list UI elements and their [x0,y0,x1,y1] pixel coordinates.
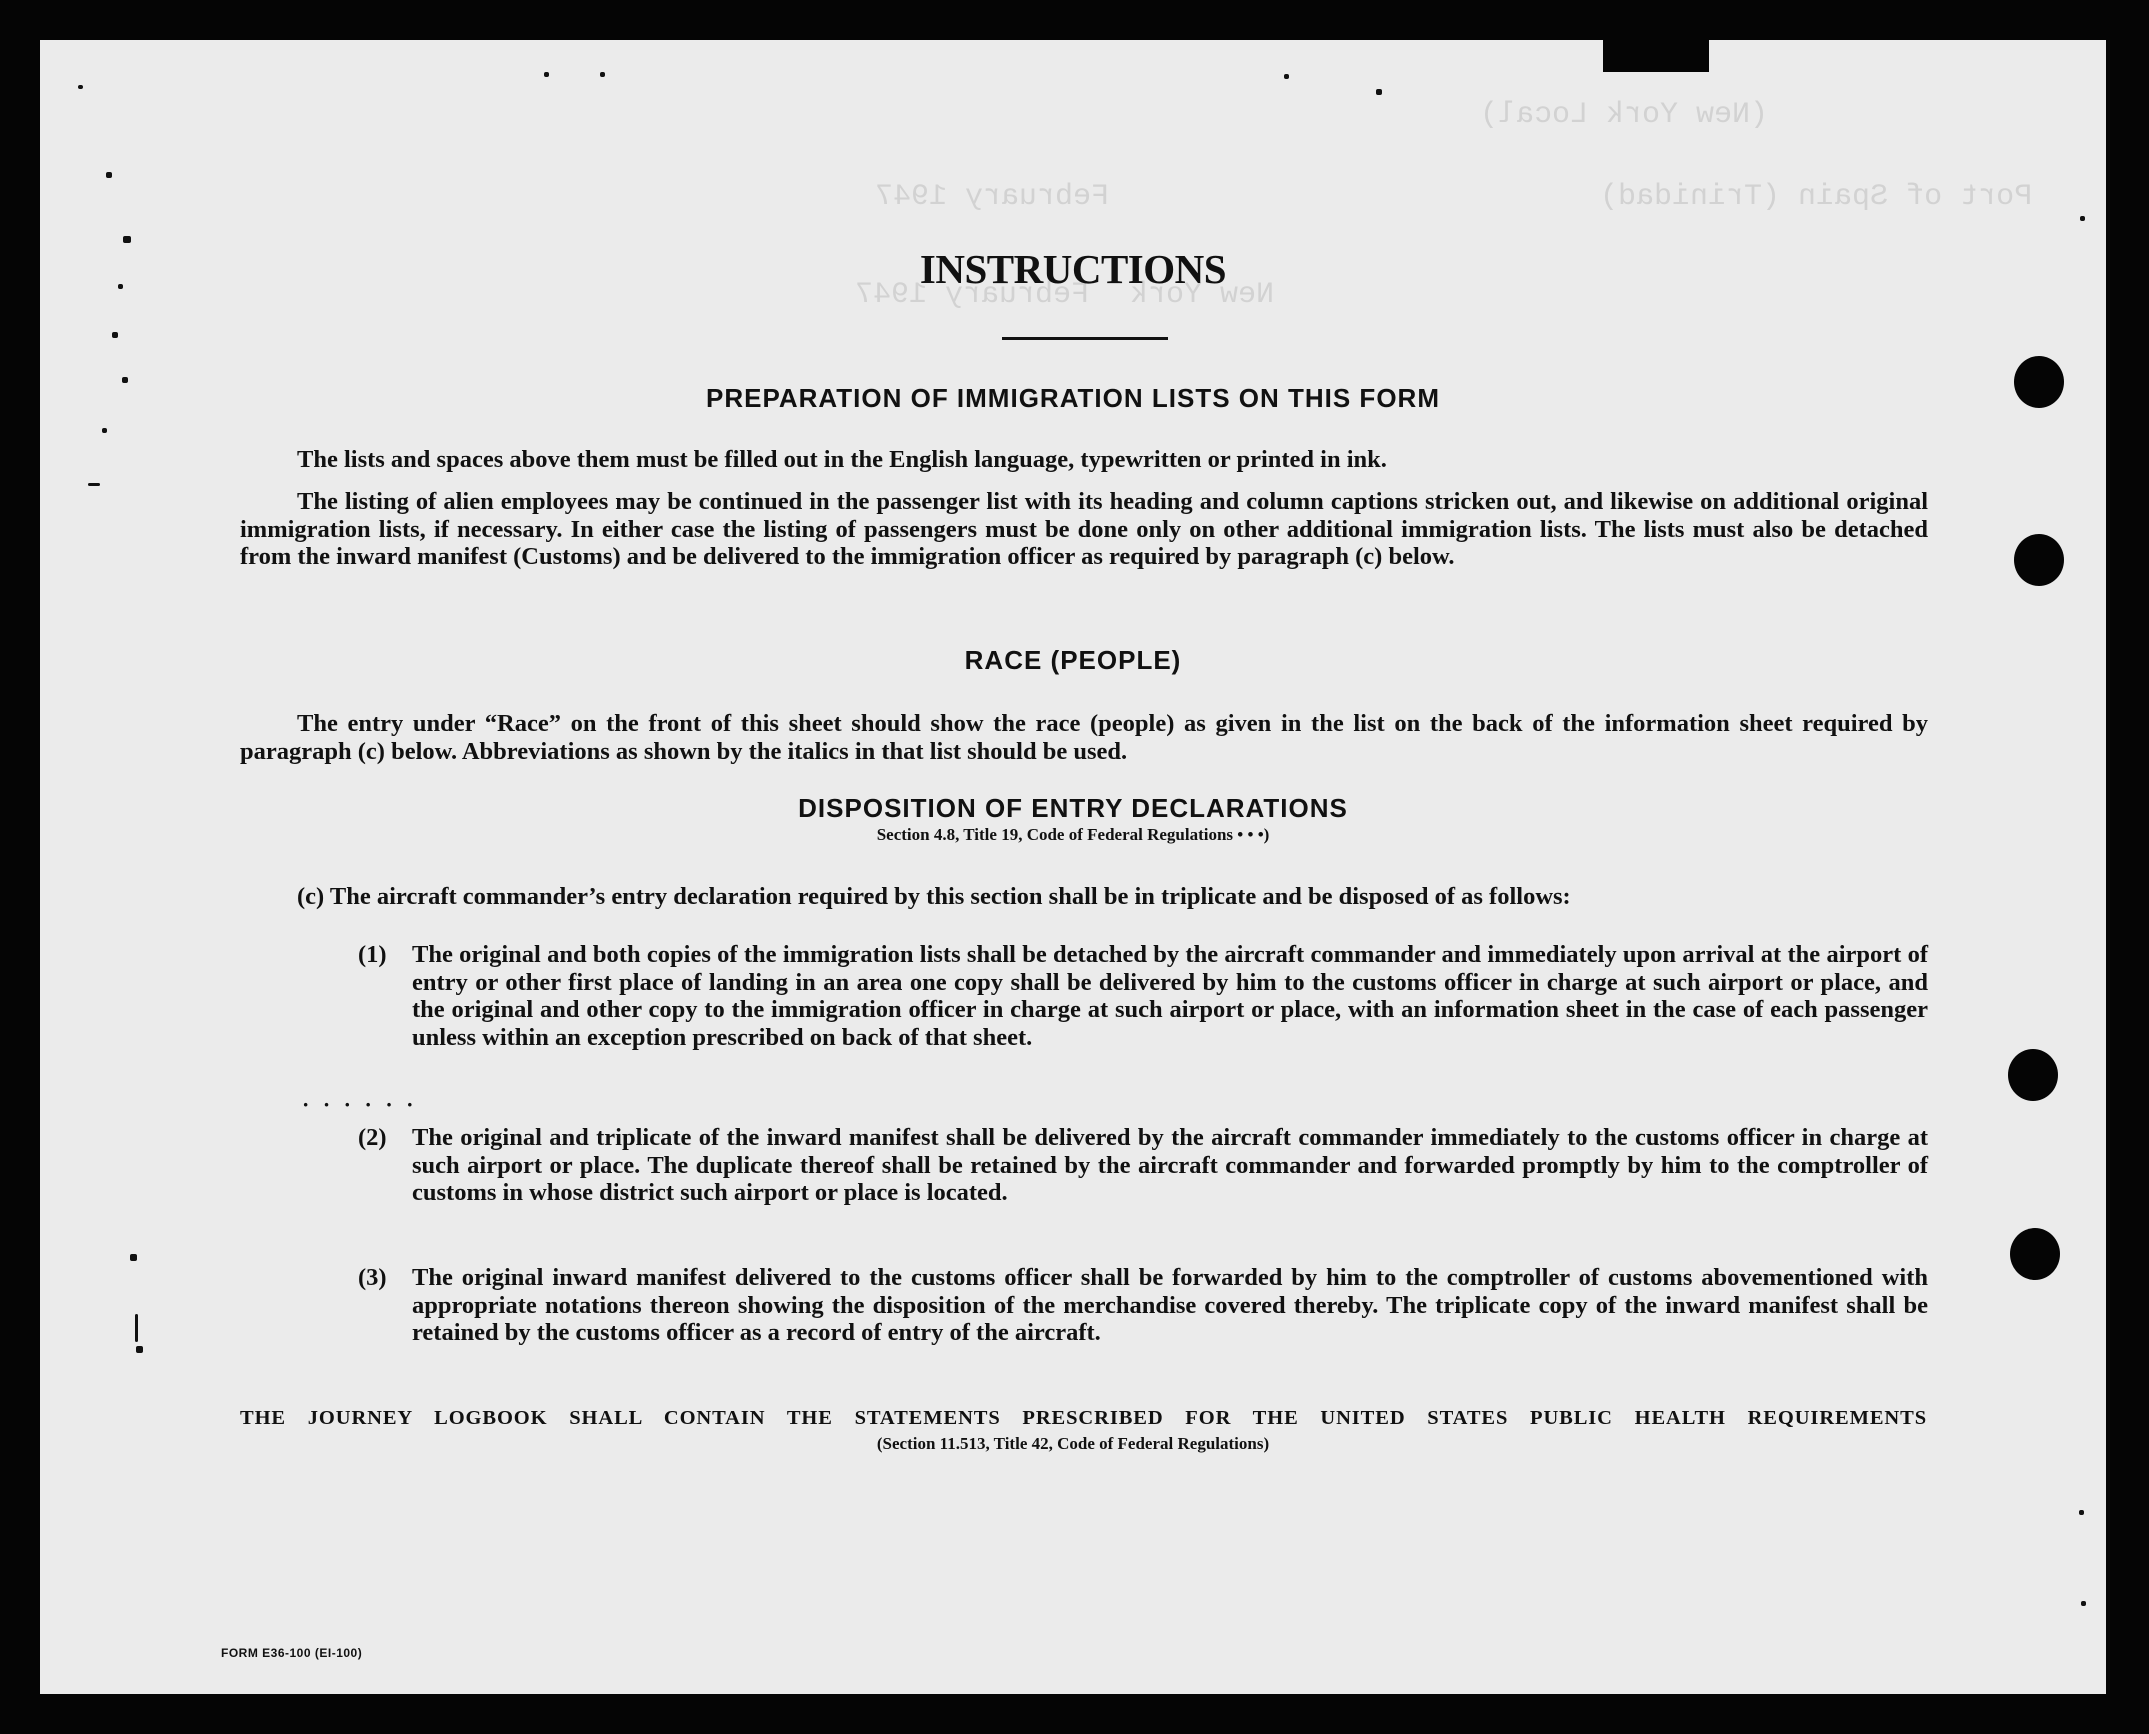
citation-disposition: Section 4.8, Title 19, Code of Federal Regulations • • •) [876,825,1270,844]
paragraph-preparation-1: The lists and spaces above them must be filled out in the English language, typewritten or printed in ink. [297,446,1387,473]
list-item-number: (1) [358,941,387,968]
bleed-through-line: Port of Spain (Trinidad) [1600,180,2033,214]
list-item-text-body: The original and both copies of the immigration lists shall be detached by the aircraft commander and immediately upon arrival at the airport of entry or other first place of landing in an area one copy shall be delivered by him to the customs officer in charge at such airport or place, and the original and other copy to the immigration officer in charge at such airport or place, with an information sheet in the case of each passenger unless within an exception prescribed on back of that sheet. [412,941,1928,1051]
section-heading-race: RACE (PEOPLE) [964,645,1182,675]
list-item-number: (3) [358,1264,387,1291]
document-page [40,40,2106,1694]
paragraph-preparation-2: The listing of alien employees may be continued in the passenger list with its heading and column captions stricken out, and likewise on additional original immigration lists, if necessary. In either case the listing of passengers must be done only on other additional immigration lists. The lists must also be detached from the inward manifest (Customs) and be delivered to the immigration officer as required by paragraph (c) below. [240,488,1928,570]
section-heading-disposition: DISPOSITION OF ENTRY DECLARATIONS [798,793,1348,823]
paragraph-disposition-intro: (c) The aircraft commander’s entry declaration required by this section shall be in triplicate and be disposed of as follows: [297,883,1571,910]
form-number: FORM E36-100 (EI-100) [221,1646,363,1660]
section-heading-preparation: PREPARATION OF IMMIGRATION LISTS ON THIS FORM [706,383,1440,413]
list-item-number: (2) [358,1124,387,1151]
page-title: INSTRUCTIONS [919,246,1227,292]
list-item-text [412,1264,1928,1347]
bleed-through-line: February 1947 [875,180,1110,214]
footer-statement: THE JOURNEY LOGBOOK SHALL CONTAIN THE STATEMENTS PRESCRIBED FOR THE UNITED STATES PUBLIC HEALTH REQUIREMENTS [240,1407,1927,1429]
list-item-text-body: The original inward manifest delivered to the customs officer shall be forwarded by him to the comptroller of customs abovementioned with appropriate notations thereon showing the disposition of the merchandise covered thereby. The triplicate copy of the inward manifest shall be retained by the customs officer as a record of entry of the aircraft. [412,1264,1928,1346]
bleed-through-line: New York [1130,278,1275,312]
title-underline [1002,337,1168,340]
bleed-through-line: (New York Local) [1480,98,1769,132]
document-body [40,40,2106,1694]
dotted-marks: · · · · · · [302,1092,418,1117]
paragraph-race: The entry under “Race” on the front of this sheet should show the race (people) as given in the list on the back of the information sheet required by paragraph (c) below. Abbreviations as shown by the italics in that list should be used. [240,710,1928,765]
list-item-text [412,1124,1928,1207]
list-item-text [412,941,1928,1051]
bleed-through-line: February 1947 [855,278,1090,312]
list-item-text-body: The original and triplicate of the inward manifest shall be delivered by the aircraft commander immediately to the customs officer in charge at such airport or place. The duplicate thereof shall be retained by the aircraft commander and forwarded promptly by him to the comptroller of customs in whose district such airport or place is located. [412,1124,1928,1206]
footer-citation: (Section 11.513, Title 42, Code of Federal Regulations) [876,1434,1270,1453]
